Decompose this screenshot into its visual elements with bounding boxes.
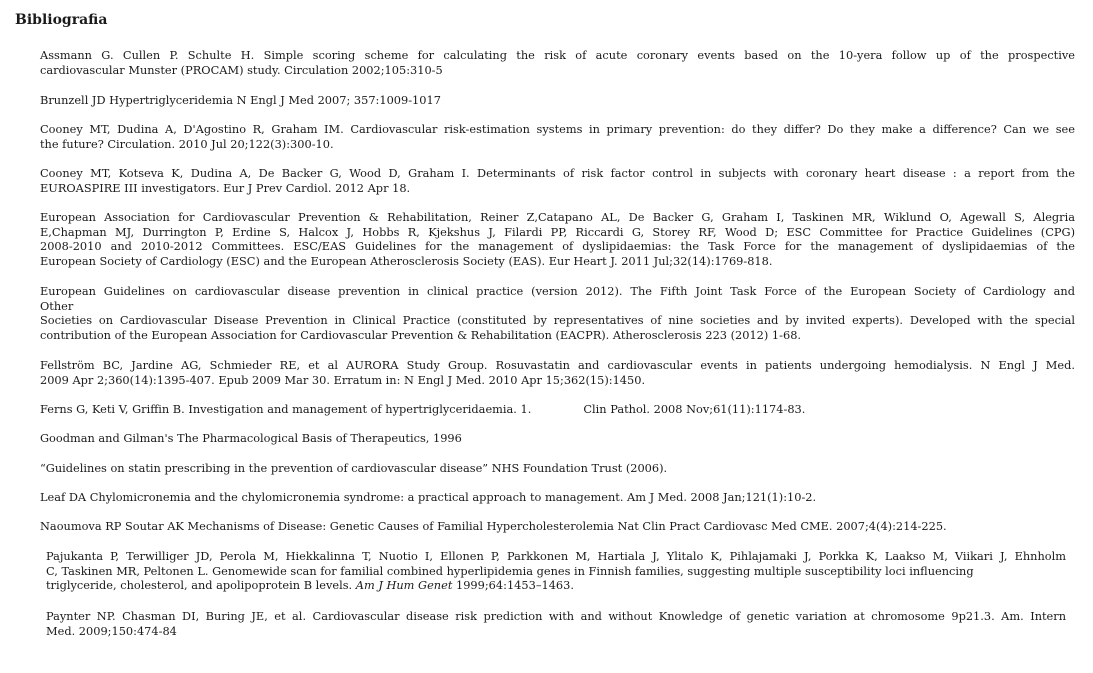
reference-text: 1999;64:1453–1463.: [452, 578, 574, 593]
reference-item: [40, 490, 1075, 505]
reference-line: Brunzell JD Hypertriglyceridemia N Engl J Med 2007; 357:1009-1017: [40, 93, 441, 107]
reference-item: [40, 284, 1075, 342]
reference-item: [40, 166, 1075, 195]
reference-line: Med. 2009;150:474-84: [46, 623, 177, 638]
reference-item: [40, 402, 1075, 417]
reference-item: [40, 519, 1075, 534]
reference-line: cardiovascular Munster (PROCAM) study. Circulation 2002;105:310-5: [40, 62, 443, 77]
reference-text: Clin Pathol. 2008 Nov;61(11):1174-83.: [583, 402, 806, 416]
page-title: Bibliografia: [15, 12, 108, 28]
reference-line: [40, 402, 1075, 417]
reference-item: [40, 210, 1075, 268]
reference-item: [40, 461, 1075, 476]
reference-line: Cooney MT, Dudina A, D'Agostino R, Graham IM. Cardiovascular risk-estimation systems in primary prevention: do they differ? Do they make a difference? Can we see: [40, 122, 1075, 136]
reference-line: 2009 Apr 2;360(14):1395-407. Epub 2009 Mar 30. Erratum in: N Engl J Med. 2010 Apr 15;362(15):1450.: [40, 372, 646, 387]
reference-line: European Guidelines on cardiovascular disease prevention in clinical practice (version 2012). The Fifth Joint Task Force of the European Society of Cardiology and: [40, 284, 1075, 298]
reference-line: EUROASPIRE III investigators. Eur J Prev Cardiol. 2012 Apr 18.: [40, 180, 411, 195]
reference-text: Ferns G, Keti V, Griffin B. Investigation and management of hypertriglyceridaemia. 1.: [40, 402, 532, 416]
reference-line: Leaf DA Chylomicronemia and the chylomicronemia syndrome: a practical approach to management. Am J Med. 2008 Jan;121(1):10-2.: [40, 490, 817, 504]
reference-line: Pajukanta P, Terwilliger JD, Perola M, Hiekkalinna T, Nuotio I, Ellonen P, Parkkonen M, Hartiala J, Ylitalo K, Pihlajamaki J, Porkka K, Laakso M, Viikari J, Ehnholm: [46, 549, 1066, 563]
reference-line: Goodman and Gilman's The Pharmacological Basis of Therapeutics, 1996: [40, 431, 462, 445]
reference-line: contribution of the European Association for Cardiovascular Prevention & Rehabilitation (EACPR). Atherosclerosis 223 (2012) 1-68.: [40, 327, 802, 342]
reference-line: E,Chapman MJ, Durrington P, Erdine S, Halcox J, Hobbs R, Kjekshus J, Filardi PP, Riccardi G, Storey RF, Wood D; ESC Committee for Practice Guidelines (CPG): [40, 224, 1075, 239]
journal-name: Am J Hum Genet: [355, 578, 453, 593]
reference-line: the future? Circulation. 2010 Jul 20;122(3):300-10.: [40, 136, 334, 151]
reference-item: [46, 609, 1066, 638]
reference-line: Societies on Cardiovascular Disease Prevention in Clinical Practice (constituted by representatives of nine societies and by invited experts). Developed with the special: [40, 313, 1075, 328]
reference-item: [40, 358, 1075, 387]
reference-line: European Association for Cardiovascular Prevention & Rehabilitation, Reiner Z,Catapano AL, De Backer G, Graham I, Taskinen MR, Wiklund O, Agewall S, Alegria: [40, 210, 1075, 224]
reference-line: Naoumova RP Soutar AK Mechanisms of Disease: Genetic Causes of Familial Hypercholesterolemia Nat Clin Pract Cardiovasc Med CME. 2007;4(4):214-225.: [40, 519, 947, 533]
reference-item: [46, 549, 1066, 593]
reference-line: Assmann G. Cullen P. Schulte H. Simple scoring scheme for calculating the risk of acute coronary events based on the 10-yera follow up of the prospective: [40, 48, 1075, 62]
reference-line: 2008-2010 and 2010-2012 Committees. ESC/EAS Guidelines for the management of dyslipidaemias: the Task Force for the management of dyslipidaemias of the: [40, 239, 1075, 254]
reference-line: [46, 578, 1066, 593]
reference-line: Cooney MT, Kotseva K, Dudina A, De Backer G, Wood D, Graham I. Determinants of risk factor control in subjects with coronary heart disease : a report from the: [40, 166, 1075, 180]
reference-line: European Society of Cardiology (ESC) and the European Atherosclerosis Society (EAS). Eur Heart J. 2011 Jul;32(14):1769-818.: [40, 253, 773, 268]
reference-line: Paynter NP. Chasman DI, Buring JE, et al. Cardiovascular disease risk prediction with and without Knowledge of genetic variation at chromosome 9p21.3. Am. Intern: [46, 609, 1066, 623]
reference-line: Other: [40, 298, 74, 313]
reference-line: C, Taskinen MR, Peltonen L. Genomewide scan for familial combined hyperlipidemia genes in Finnish families, suggesting multiple susceptibility loci influencing: [46, 563, 974, 578]
reference-item: [40, 431, 1075, 446]
reference-line: “Guidelines on statin prescribing in the prevention of cardiovascular disease” NHS Foundation Trust (2006).: [40, 461, 668, 475]
reference-item: [40, 48, 1075, 77]
reference-text: triglyceride, cholesterol, and apolipoprotein B levels.: [46, 578, 356, 593]
reference-item: [40, 122, 1075, 151]
reference-item: [40, 93, 1075, 108]
reference-line: Fellström BC, Jardine AG, Schmieder RE, et al AURORA Study Group. Rosuvastatin and cardiovascular events in patients undergoing hemodialysis. N Engl J Med.: [40, 358, 1075, 372]
